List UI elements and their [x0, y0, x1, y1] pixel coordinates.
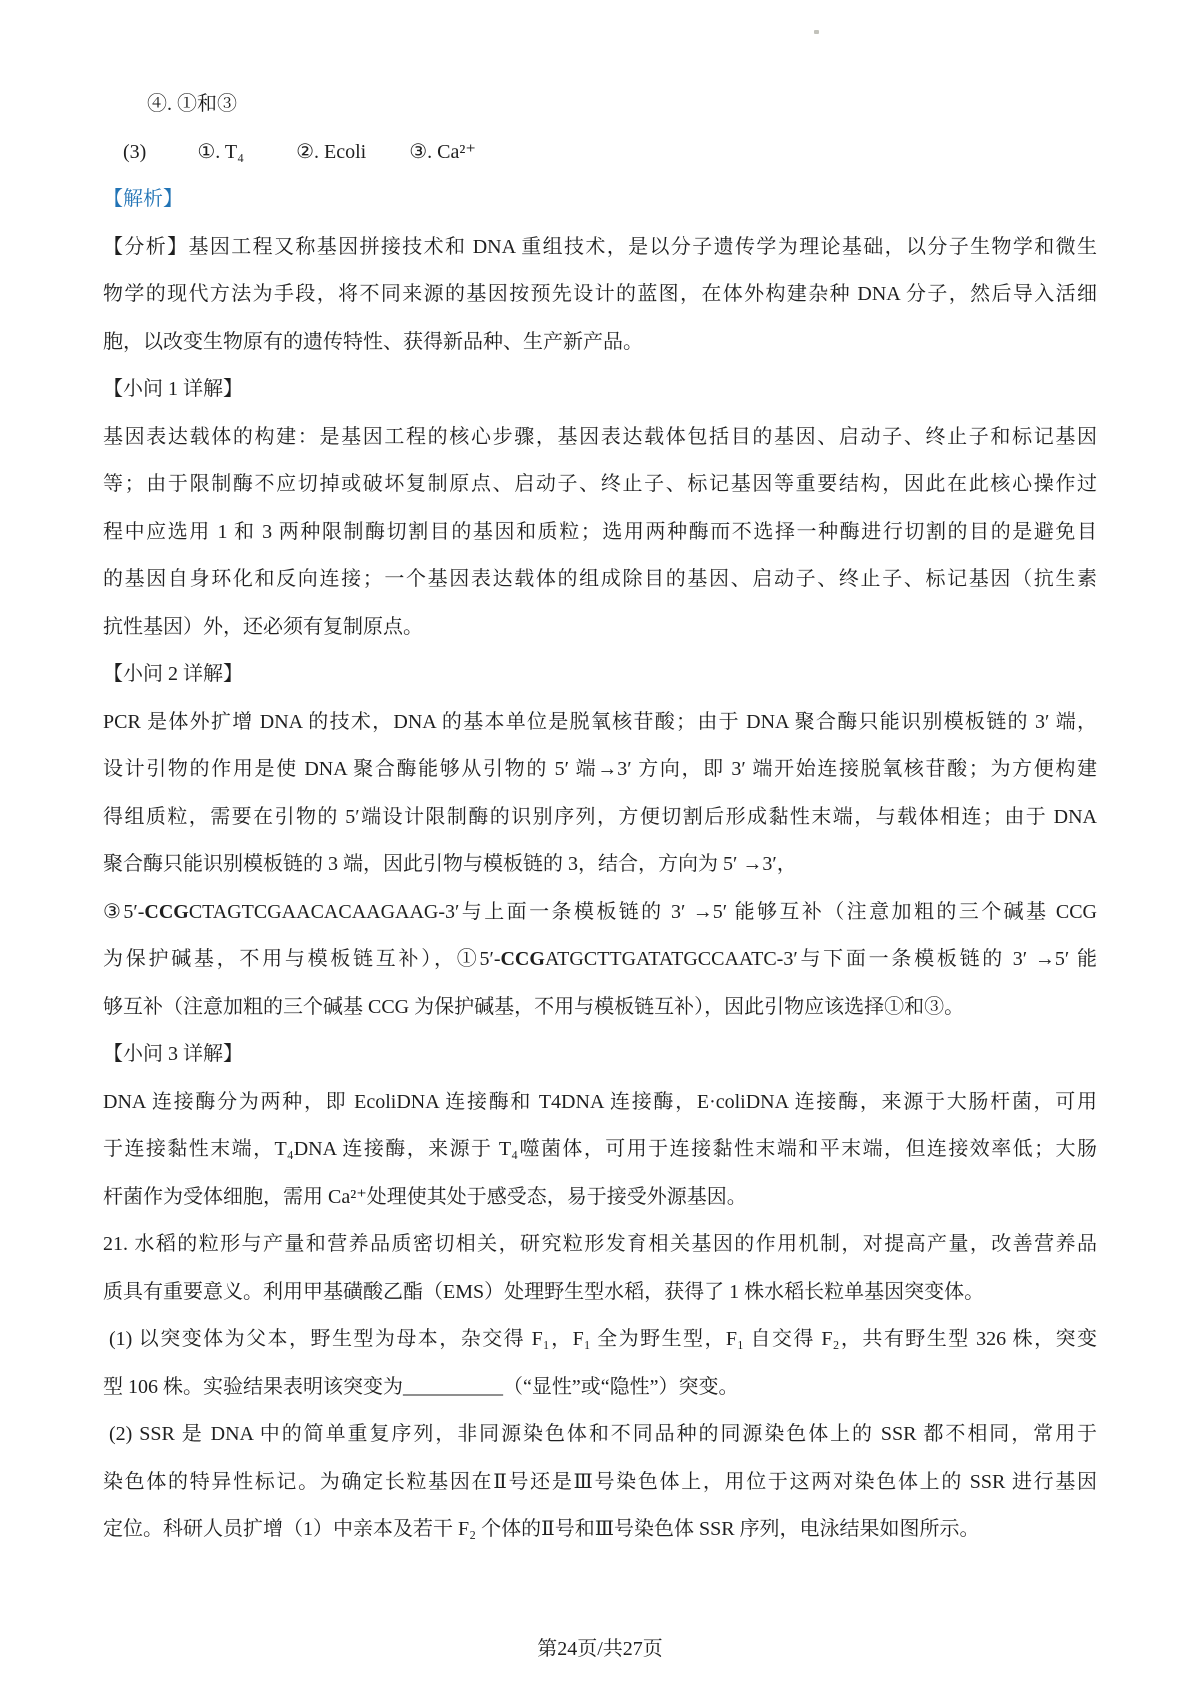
- answer-line-4: ④. ①和③: [147, 93, 237, 115]
- subquestion-1-line: 的基因自身环化和反向连接；一个基因表达载体的组成除目的基因、启动子、终止子、标记基因（抗生素: [103, 568, 1097, 590]
- subquestion-2-header: 【小问 2 详解】: [103, 663, 243, 685]
- analysis-intro-line: 【分析】基因工程又称基因拼接技术和 DNA 重组技术，是以分子遗传学为理论基础，以分子生物学和微生: [103, 235, 1097, 258]
- protective-bases-bold: CCG: [500, 948, 545, 970]
- question-21-line: 21. 水稻的粒形与产量和营养品质密切相关，研究粒形发育相关基因的作用机制，对提高产量，改善营养品: [103, 1233, 1097, 1255]
- subquestion-1-line: 抗性基因）外，还必须有复制原点。: [103, 615, 423, 638]
- analysis-intro-line: 胞，以改变生物原有的遗传特性、获得新品种、生产新产品。: [103, 330, 643, 353]
- subquestion-3-line: 于连接黏性末端，T₄DNA 连接酶，来源于 T₄噬菌体，可用于连接黏性末端和平末端，但连接效率低；大肠: [103, 1138, 1097, 1160]
- subquestion-1-header: 【小问 1 详解】: [103, 378, 243, 400]
- question-21-part2-line: 定位。科研人员扩增（1）中亲本及若干 F₂ 个体的Ⅱ号和Ⅲ号染色体 SSR 序列，电泳结果如图所示。: [103, 1518, 980, 1540]
- primer-sequence-line: 够互补（注意加粗的三个碱基 CCG 为保护碱基，不用与模板链互补），因此引物应该选择①和③。: [103, 995, 965, 1018]
- subquestion-2-line: 聚合酶只能识别模板链的 3 端，因此引物与模板链的 3，结合，方向为 5′ →3′，: [103, 853, 797, 875]
- question-21-part2-line: 染色体的特异性标记。为确定长粒基因在Ⅱ号还是Ⅲ号染色体上，用位于这两对染色体上的 SSR 进行基因: [103, 1470, 1097, 1493]
- subquestion-1-line: 基因表达载体的构建：是基因工程的核心步骤，基因表达载体包括目的基因、启动子、终止子和标记基因: [103, 425, 1097, 448]
- sequence-text: ATGCTTGATATGCCAATC-3′与下面一条模板链的 3′ →5′ 能: [544, 948, 1097, 970]
- protective-bases-bold: CCG: [144, 900, 189, 923]
- analysis-header: 【解析】: [103, 188, 183, 210]
- subquestion-3-line: DNA 连接酶分为两种，即 EcoliDNA 连接酶和 T4DNA 连接酶，E·coliDNA 连接酶，来源于大肠杆菌，可用: [103, 1090, 1097, 1113]
- answer-3-item-1: ①. T₄: [197, 140, 245, 163]
- subquestion-3-line: 杆菌作为受体细胞，需用 Ca²⁺处理使其处于感受态，易于接受外源基因。: [103, 1185, 747, 1208]
- subquestion-1-line: 程中应选用 1 和 3 两种限制酶切割目的基因和质粒；选用两种酶而不选择一种酶进行切割的目的是避免目: [103, 520, 1097, 543]
- primer-sequence-line: [103, 889, 1097, 937]
- subquestion-1-line: 等；由于限制酶不应切掉或破坏复制原点、启动子、终止子、标记基因等重要结构，因此在此核心操作过: [103, 473, 1097, 495]
- scan-artifact-dot: [814, 30, 819, 34]
- subquestion-2-line: 设计引物的作用是使 DNA 聚合酶能够从引物的 5′ 端→3′ 方向，即 3′ 端开始连接脱氧核苷酸；为方便构建: [103, 758, 1097, 780]
- answer-3-label: (3): [123, 140, 147, 163]
- primer-sequence-line: [103, 936, 1097, 984]
- answer-line-3: [103, 129, 1097, 177]
- subquestion-2-line: 得组质粒，需要在引物的 5′端设计限制酶的识别序列，方便切割后形成黏性末端，与载体相连；由于 DNA: [103, 805, 1097, 828]
- subquestion-3-header: 【小问 3 详解】: [103, 1043, 243, 1065]
- question-21-line: 质具有重要意义。利用甲基磺酸乙酯（EMS）处理野生型水稻，获得了 1 株水稻长粒单基因突变体。: [103, 1280, 985, 1303]
- question-21-part1-line: (1) 以突变体为父本，野生型为母本，杂交得 F₁，F₁ 全为野生型，F₁ 自交得 F₂，共有野生型 326 株，突变: [109, 1328, 1097, 1350]
- subquestion-2-line: PCR 是体外扩增 DNA 的技术，DNA 的基本单位是脱氧核苷酸；由于 DNA 聚合酶只能识别模板链的 3′ 端，: [103, 710, 1097, 733]
- sequence-text: 为保护碱基，不用与模板链互补），①5′-: [103, 948, 501, 970]
- page-content: [103, 81, 1097, 1554]
- sequence-text: ③5′-: [103, 900, 145, 923]
- question-21-part1-line: 型 106 株。实验结果表明该突变为__________（“显性”或“隐性”）突变。: [103, 1375, 739, 1398]
- analysis-intro-line: 物学的现代方法为手段，将不同来源的基因按预先设计的蓝图，在体外构建杂种 DNA 分子，然后导入活细: [103, 283, 1097, 305]
- question-21-part2-line: (2) SSR 是 DNA 中的简单重复序列，非同源染色体和不同品种的同源染色体上的 SSR 都不相同，常用于: [109, 1423, 1097, 1445]
- page-number: 第24页/共27页: [537, 1638, 663, 1660]
- answer-3-item-2: ②. Ecoli: [296, 140, 367, 163]
- sequence-text: CTAGTCGAACACAAGAAG-3′与上面一条模板链的 3′ →5′ 能够互补（注意加粗的三个碱基 CCG: [188, 900, 1097, 923]
- answer-3-item-3: ③. Ca²⁺: [409, 140, 476, 163]
